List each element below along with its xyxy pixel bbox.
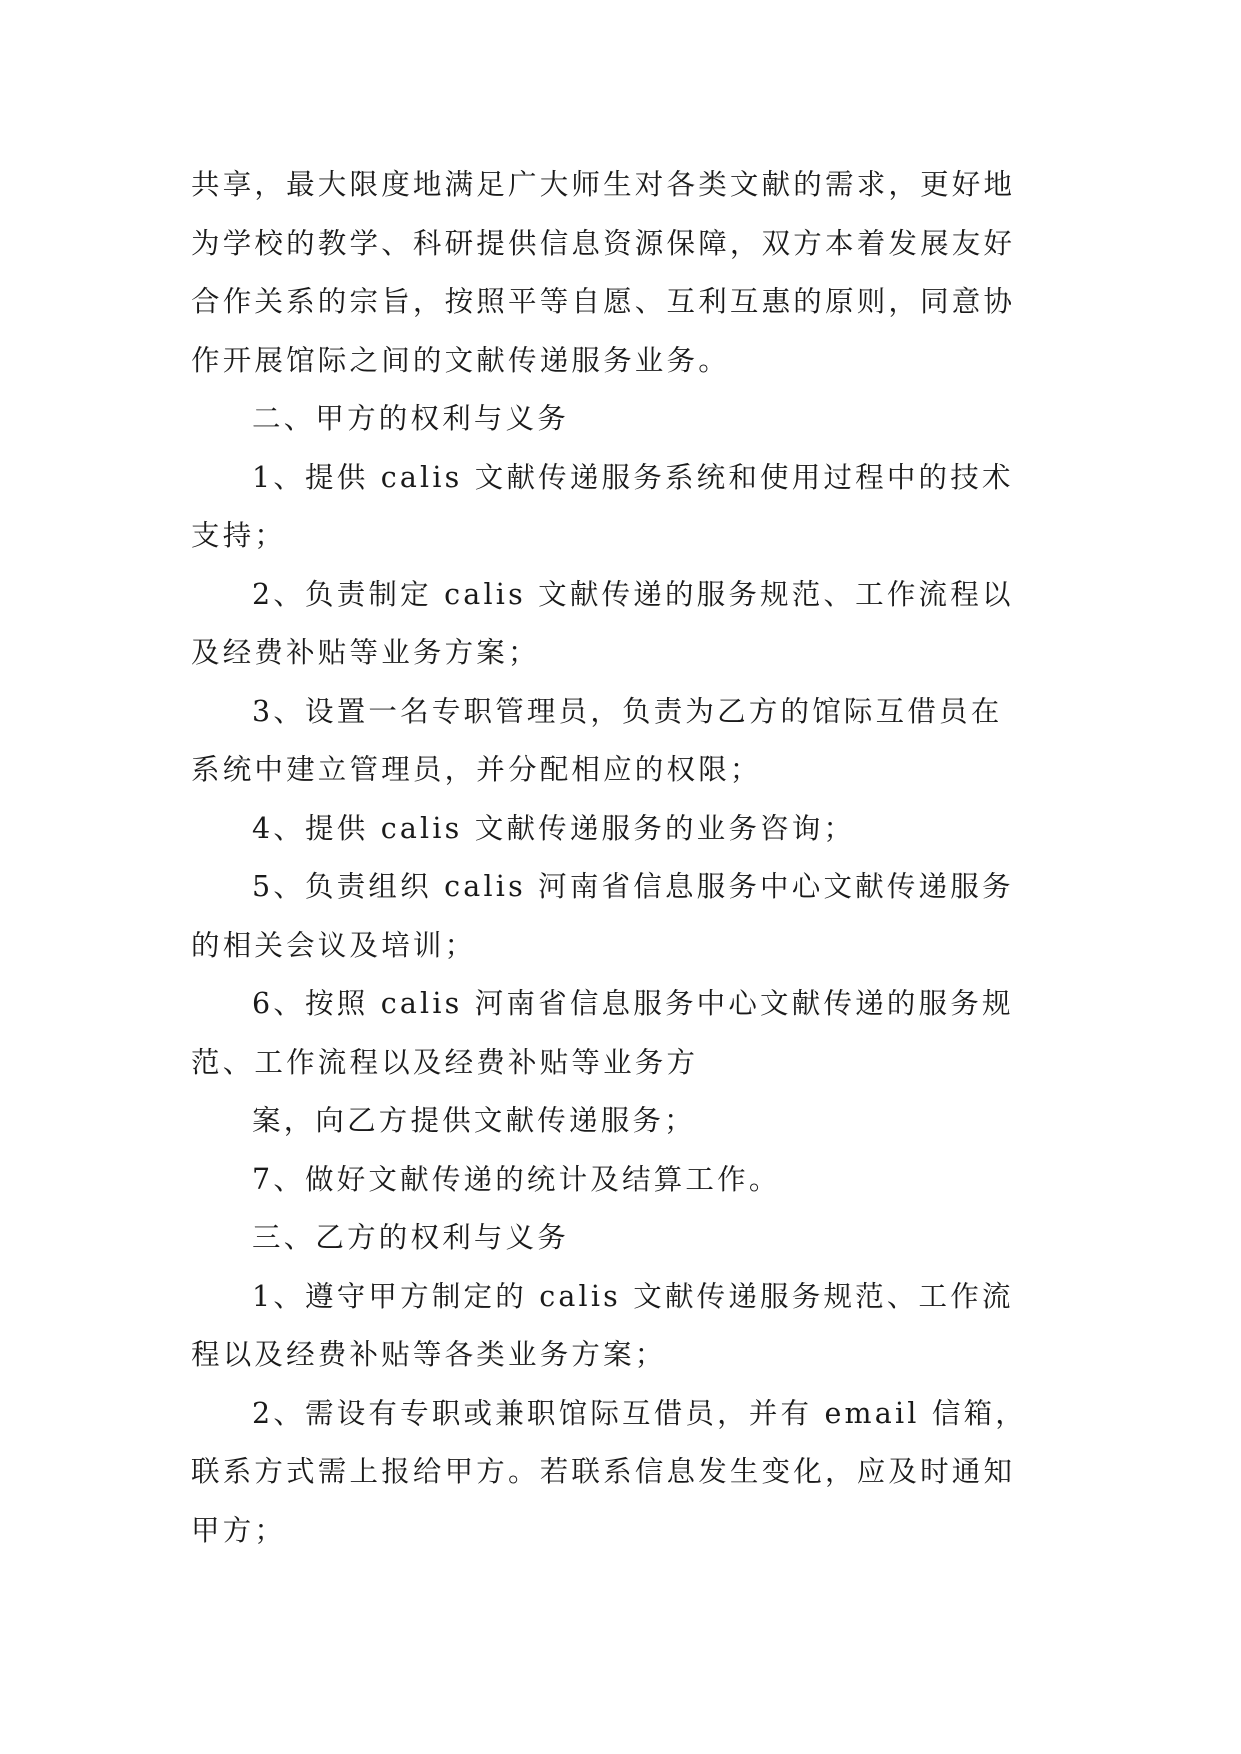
text-line: 范、工作流程以及经费补贴等业务方	[191, 1045, 699, 1079]
text-line: 为学校的教学、科研提供信息资源保障，双方本着发展友好	[191, 226, 1016, 260]
section-heading-party-a: 二、甲方的权利与义务	[252, 402, 570, 435]
text-line: 2、负责制定 calis 文献传递的服务规范、工作流程以	[252, 577, 1014, 611]
text-line: 支持；	[191, 519, 287, 552]
text-line: 及经费补贴等业务方案；	[191, 636, 540, 669]
text-line: 2、需设有专职或兼职馆际互借员，并有 email 信箱，	[252, 1396, 1027, 1430]
text-line: 合作关系的宗旨，按照平等自愿、互利互惠的原则，同意协	[191, 285, 1016, 318]
text-line: 甲方；	[191, 1513, 287, 1547]
text-line: 共享，最大限度地满足广大师生对各类文献的需求，更好地	[191, 168, 1016, 201]
text-line: 7、做好文献传递的统计及结算工作。	[252, 1162, 781, 1196]
text-line: 案，向乙方提供文献传递服务；	[252, 1104, 696, 1137]
text-line: 1、提供 calis 文献传递服务系统和使用过程中的技术	[252, 460, 1014, 494]
document-body	[191, 156, 1051, 1560]
text-line: 5、负责组织 calis 河南省信息服务中心文献传递服务	[252, 870, 1014, 903]
text-line: 程以及经费补贴等各类业务方案；	[191, 1338, 667, 1371]
text-line: 4、提供 calis 文献传递服务的业务咨询；	[252, 811, 856, 845]
text-line: 系统中建立管理员，并分配相应的权限；	[191, 753, 762, 786]
section-heading-party-b: 三、乙方的权利与义务	[252, 1221, 570, 1254]
text-line: 作开展馆际之间的文献传递服务业务。	[191, 343, 730, 377]
text-line: 联系方式需上报给甲方。若联系信息发生变化，应及时通知	[191, 1455, 1016, 1488]
text-line: 1、遵守甲方制定的 calis 文献传递服务规范、工作流	[252, 1279, 1014, 1313]
text-line: 的相关会议及培训；	[191, 928, 477, 962]
text-line: 6、按照 calis 河南省信息服务中心文献传递的服务规	[252, 987, 1014, 1020]
text-line: 3、设置一名专职管理员，负责为乙方的馆际互借员在	[252, 694, 1003, 728]
